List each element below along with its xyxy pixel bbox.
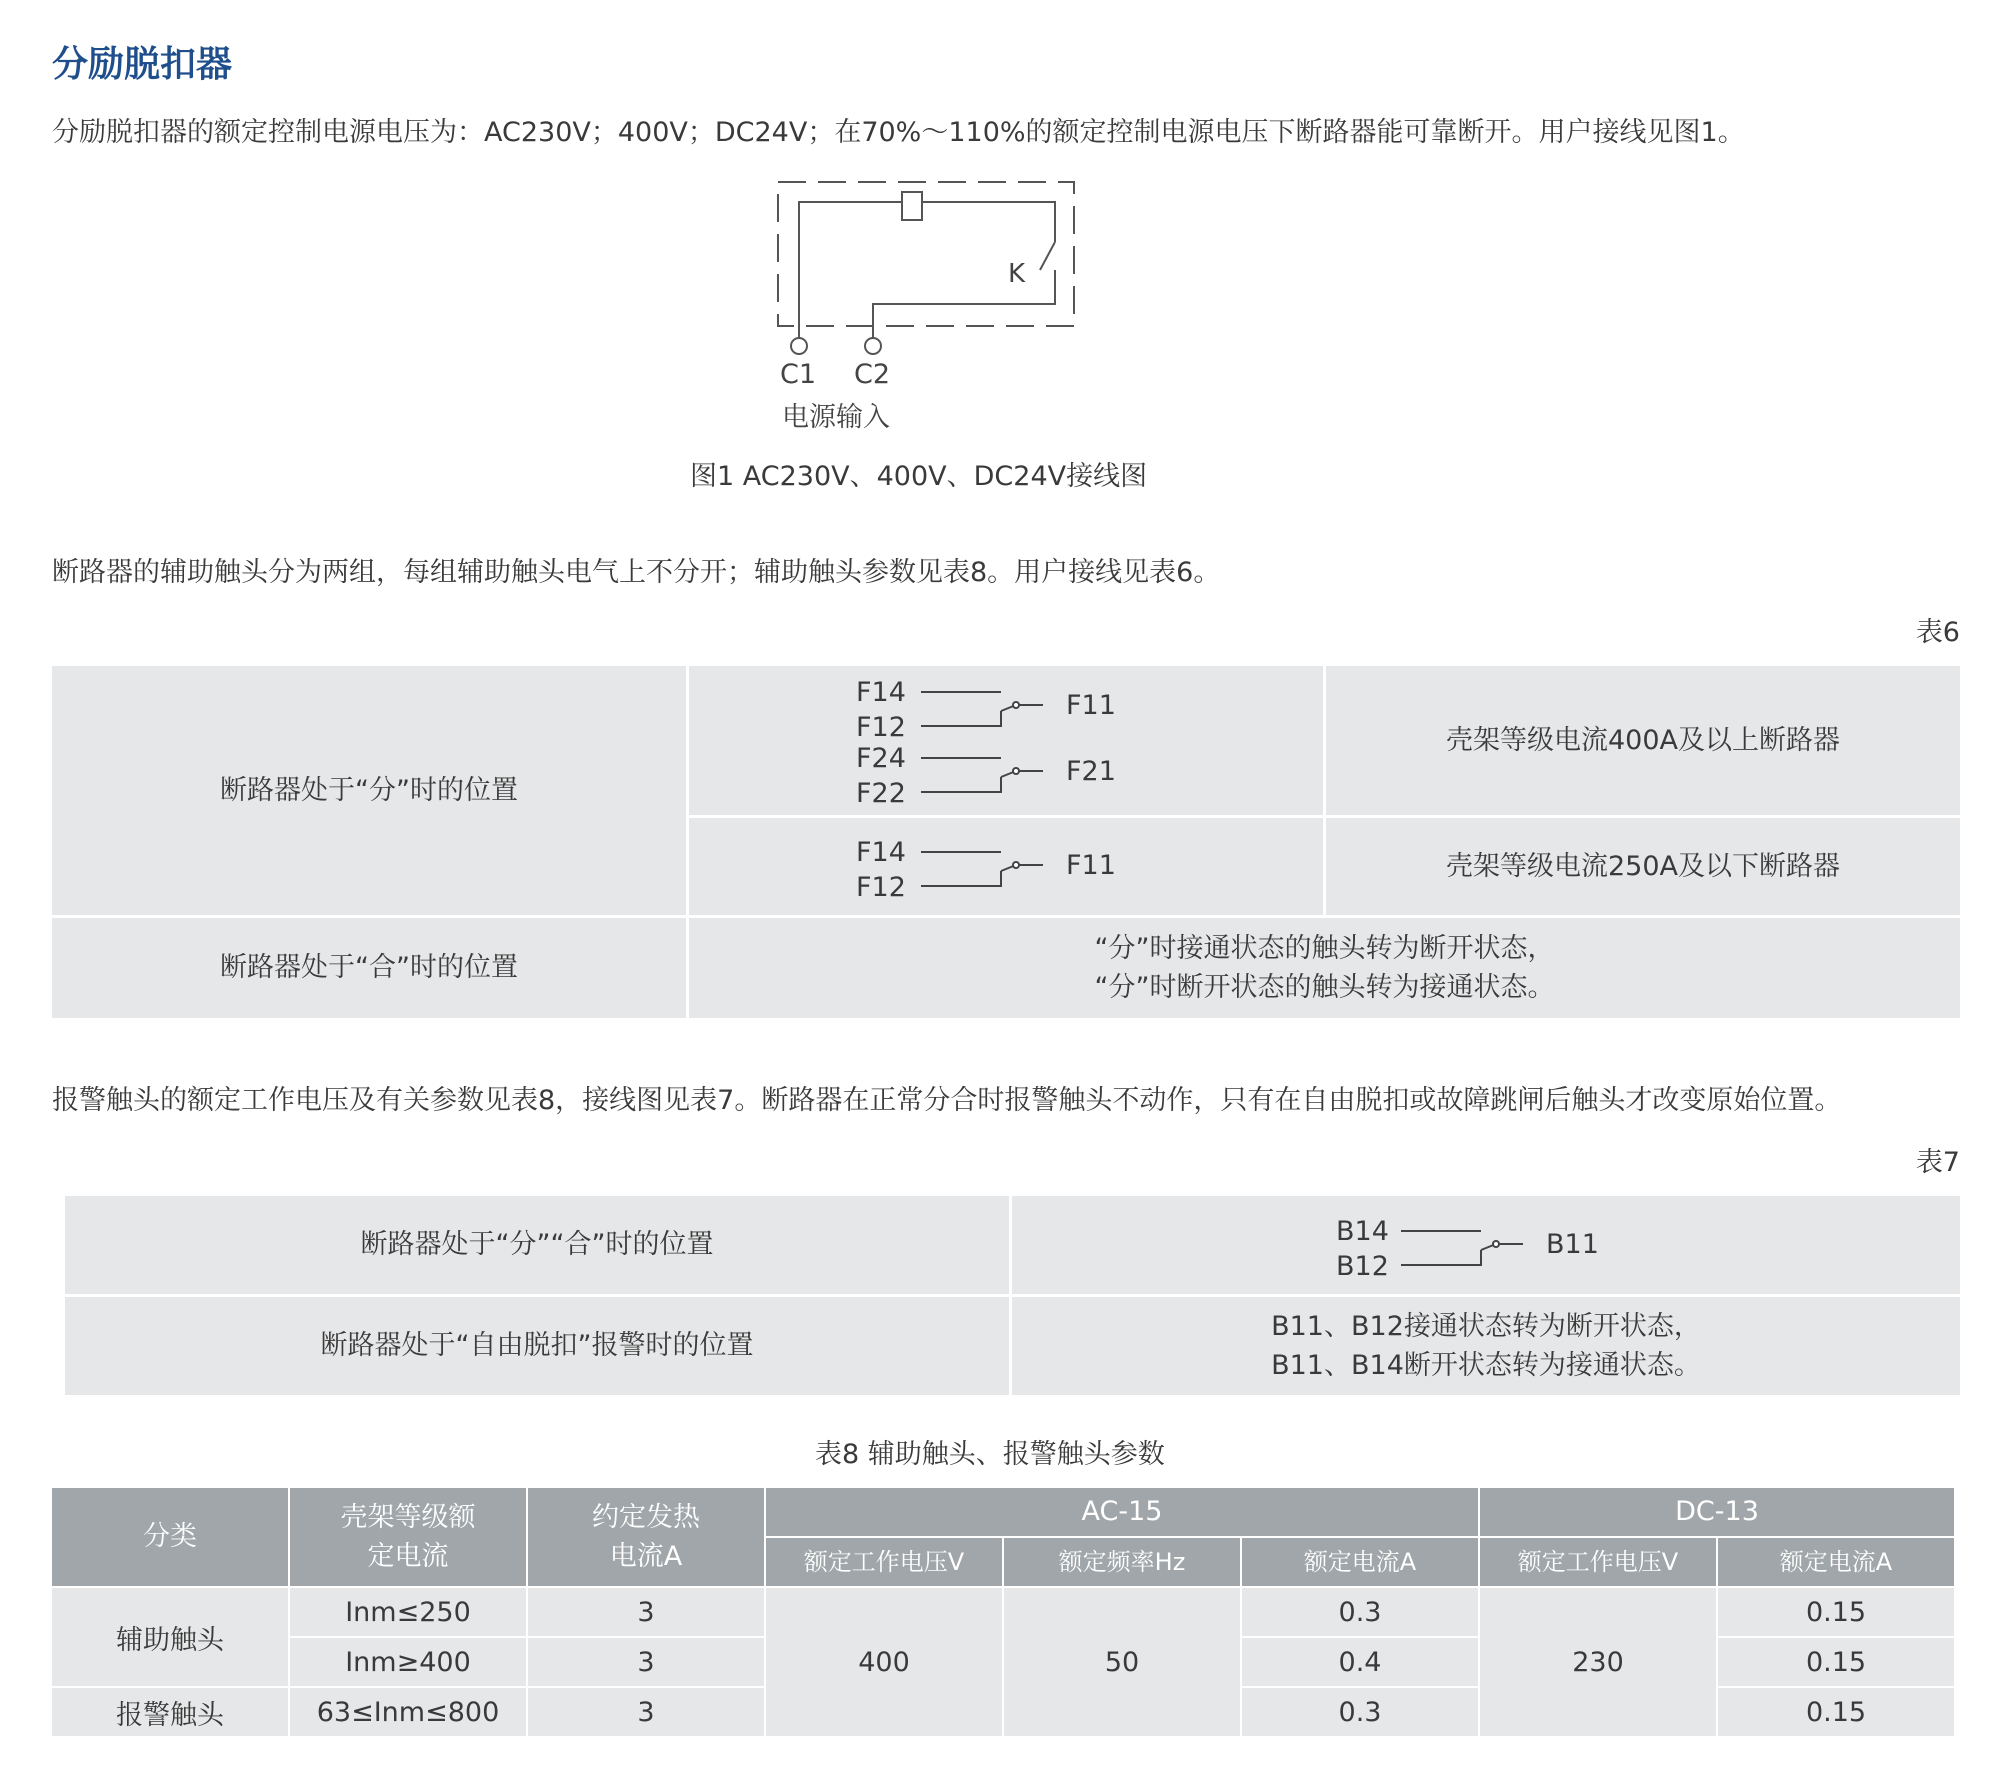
table7-number: 表7: [1915, 1147, 1960, 1178]
table7-row2-line2: B11、B14断开状态转为接通状态。: [1271, 1350, 1701, 1381]
table8: [52, 1488, 1960, 1736]
k-switch-label: K: [1008, 259, 1026, 289]
table8-header-ac-current: 额定电流A: [1242, 1538, 1478, 1586]
table8-header-dc-voltage: 额定工作电压V: [1480, 1538, 1716, 1586]
svg-text:F14: F14: [856, 837, 906, 868]
table8-header-dc-current: 额定电流A: [1718, 1538, 1954, 1586]
table8-header-ac15: AC-15: [766, 1488, 1478, 1536]
table8-cell-ac-voltage: 400: [766, 1588, 1002, 1736]
table8-cell-ac-current: 0.3: [1242, 1688, 1478, 1736]
table8-cell-thermal: 3: [528, 1638, 764, 1686]
c1-terminal-icon: [791, 338, 807, 354]
svg-text:F14: F14: [856, 677, 906, 708]
table6-closed-line2: “分”时断开状态的触头转为接通状态。: [1094, 972, 1555, 1003]
table8-cell-thermal: 3: [528, 1688, 764, 1736]
svg-text:F12: F12: [856, 872, 906, 903]
svg-text:B12: B12: [1336, 1251, 1389, 1282]
table8-cell-dc-voltage: 230: [1480, 1588, 1716, 1736]
table8-cell-ac-current: 0.3: [1242, 1588, 1478, 1636]
table7-contact-diagram: [1012, 1196, 1960, 1294]
table6-number: 表6: [1915, 617, 1960, 648]
table6-desc-large: 壳架等级电流400A及以上断路器: [1326, 666, 1960, 815]
table8-cell-frame: Inm≤250: [290, 1588, 526, 1636]
section-title: 分励脱扣器: [52, 44, 233, 85]
table6-closed-desc: [689, 918, 1960, 1018]
table8-title: 表8 辅助触头、报警触头参数: [815, 1439, 1165, 1470]
svg-text:F24: F24: [856, 743, 906, 774]
table8-cell-frame: 63≤Inm≤800: [290, 1688, 526, 1736]
table8-header-ac-voltage: 额定工作电压V: [766, 1538, 1002, 1586]
table6-contact-diagram-large: [689, 666, 1323, 815]
table7-row2-label: 断路器处于“自由脱扣”报警时的位置: [65, 1297, 1009, 1395]
table8-header-frame-current: 壳架等级额定电流: [290, 1488, 526, 1586]
table8-cell-dc-current: 0.15: [1718, 1688, 1954, 1736]
table6-closed-label: 断路器处于“合”时的位置: [52, 918, 686, 1018]
table8-cell-dc-current: 0.15: [1718, 1588, 1954, 1636]
table8-cell-ac-frequency: 50: [1004, 1588, 1240, 1736]
table6-desc-small: 壳架等级电流250A及以下断路器: [1326, 818, 1960, 915]
svg-text:F11: F11: [1066, 850, 1116, 881]
table8-header-ac-frequency: 额定频率Hz: [1004, 1538, 1240, 1586]
intro-paragraph: 分励脱扣器的额定控制电源电压为：AC230V；400V；DC24V；在70%～110%的额定控制电源电压下断路器能可靠断开。用户接线见图1。: [52, 117, 1745, 148]
c2-terminal-icon: [865, 338, 881, 354]
table6-open-label: 断路器处于“分”时的位置: [52, 666, 686, 915]
wiring-diagram-figure1: [760, 170, 1100, 440]
svg-text:B14: B14: [1336, 1216, 1389, 1247]
table6-contact-diagram-small: [689, 818, 1323, 915]
table8-header-category: 分类: [52, 1488, 288, 1586]
power-input-label: 电源输入: [782, 402, 890, 433]
svg-text:F12: F12: [856, 712, 906, 743]
table8-header-thermal-current: 约定发热电流A: [528, 1488, 764, 1586]
aux-contacts-paragraph: 断路器的辅助触头分为两组，每组辅助触头电气上不分开；辅助触头参数见表8。用户接线见表6。: [52, 557, 1221, 588]
c1-label: C1: [780, 359, 817, 390]
table8-alarm-label: 报警触头: [52, 1688, 288, 1736]
table8-cell-frame: Inm≥400: [290, 1638, 526, 1686]
table7: [65, 1196, 1960, 1395]
table8-aux-label: 辅助触头: [52, 1588, 288, 1686]
table8-cell-thermal: 3: [528, 1588, 764, 1636]
table8-cell-ac-current: 0.4: [1242, 1638, 1478, 1686]
table7-row2-desc: [1012, 1297, 1960, 1395]
table7-row1-label: 断路器处于“分”“合”时的位置: [65, 1196, 1009, 1294]
svg-text:F11: F11: [1066, 690, 1116, 721]
table6: [52, 666, 1960, 1018]
table8-cell-dc-current: 0.15: [1718, 1638, 1954, 1686]
alarm-contacts-paragraph: 报警触头的额定工作电压及有关参数见表8，接线图见表7。断路器在正常分合时报警触头不动作，只有在自由脱扣或故障跳闸后触头才改变原始位置。: [52, 1085, 1842, 1116]
svg-text:F21: F21: [1066, 756, 1116, 787]
figure1-caption: 图1 AC230V、400V、DC24V接线图: [690, 461, 1148, 492]
c2-label: C2: [854, 359, 891, 390]
table8-header-dc13: DC-13: [1480, 1488, 1954, 1536]
svg-text:B11: B11: [1546, 1229, 1599, 1260]
table7-row2-line1: B11、B12接通状态转为断开状态，: [1271, 1310, 1701, 1342]
svg-text:F22: F22: [856, 778, 906, 809]
table6-closed-line1: “分”时接通状态的触头转为断开状态，: [1094, 932, 1555, 964]
